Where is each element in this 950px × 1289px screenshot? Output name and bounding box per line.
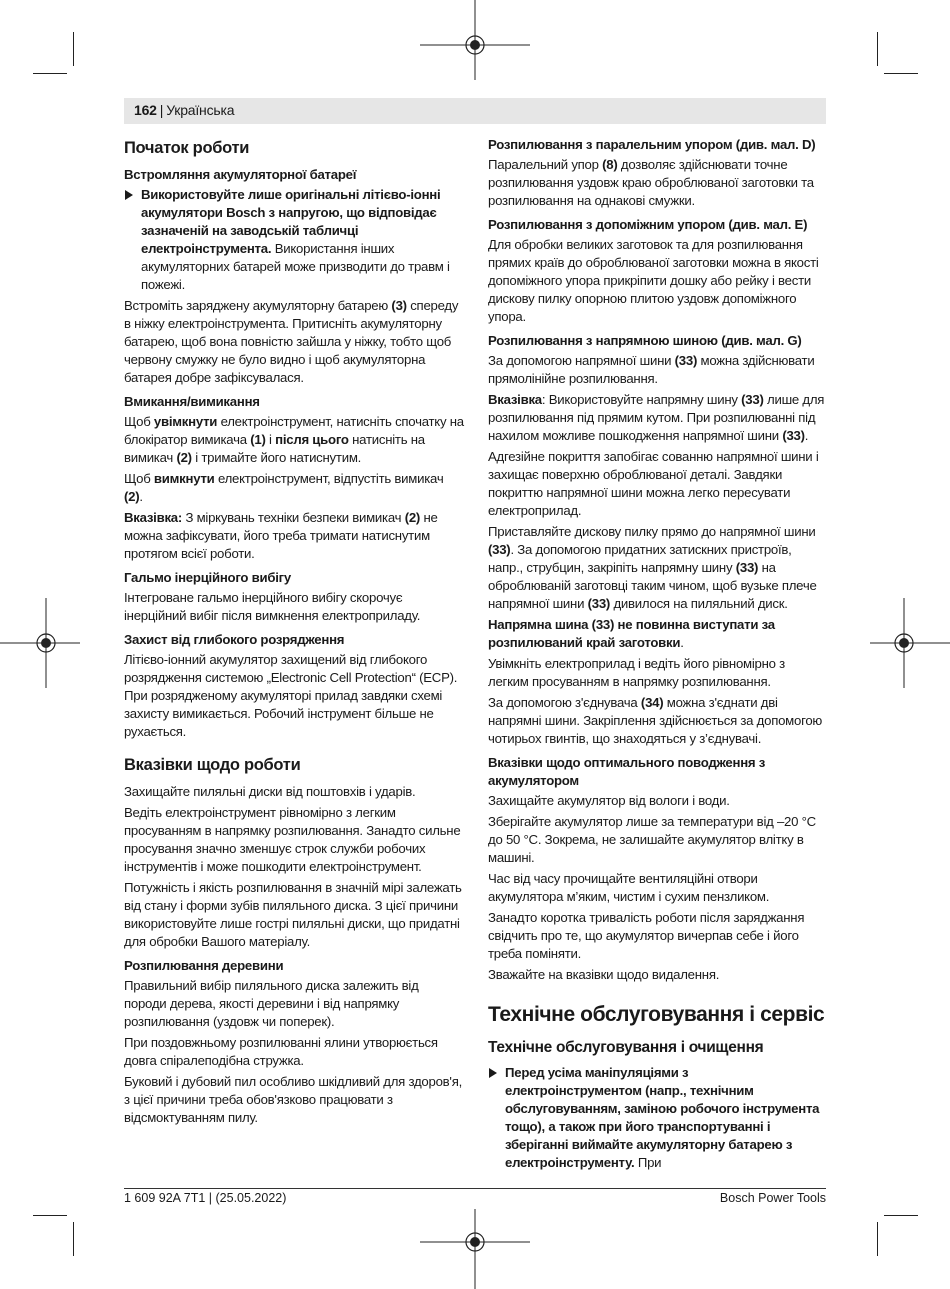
registration-mark-icon <box>0 598 80 688</box>
paragraph: Інтегроване гальмо інерційного вибігу скорочує інерційний вибіг після вимкнення електроприладу. <box>124 590 421 623</box>
section-title: Вказівки щодо роботи <box>124 756 301 774</box>
paragraph: За допомогою напрямної шини (33) можна здійснювати прямолінійне розпилювання. <box>488 353 815 386</box>
page-number: 162 <box>134 102 157 118</box>
subsection-title: Розпилювання з допоміжним упором (див. мал. E) <box>488 217 808 232</box>
subsection-title: Захист від глибокого розрядження <box>124 632 345 647</box>
paragraph: За допомогою з'єднувача (34) можна з'єднати дві напрямні шини. Закріплення здійснюється за допомогою чотирьох гвинтів, що знаходяться у з’єднувачі. <box>488 695 823 746</box>
header-language: Українська <box>166 102 235 118</box>
paragraph: Час від часу прочищайте вентиляційні отвори акумулятора м’яким, чистим і сухим пензликом. <box>488 871 770 904</box>
left-column <box>124 134 464 1130</box>
paragraph: Буковий і дубовий пил особливо шкідливий для здоров'я, з цієї причини треба обов'язково працювати з відсмоктуванням пилу. <box>124 1074 463 1125</box>
registration-mark-icon <box>420 0 530 80</box>
warning-bullet <box>124 186 464 294</box>
right-column <box>488 134 826 1175</box>
paragraph: Занадто коротка тривалість роботи після заряджання свідчить про те, що акумулятор вичерпав себе і його треба поміняти. <box>488 910 805 961</box>
subsection-title: Вказівки щодо оптимального поводження з акумулятором <box>488 755 766 788</box>
crop-mark <box>877 1222 878 1256</box>
subsection-title: Вмикання/вимикання <box>124 394 260 409</box>
registration-mark-icon <box>870 598 950 688</box>
bullet-triangle-icon <box>489 1068 497 1078</box>
registration-mark-icon <box>420 1209 530 1289</box>
paragraph: Захищайте акумулятор від вологи і води. <box>488 793 730 808</box>
paragraph: Ведіть електроінструмент рівномірно з легким просуванням в напрямку розпилювання. Занадто сильне просування значно зменшує строк служби робочих інструментів і може пошкодити електроінструмент. <box>124 805 461 874</box>
crop-mark <box>33 73 67 74</box>
paragraph: При поздовжньому розпилюванні ялини утворюється довга спіралеподібна стружка. <box>124 1035 438 1068</box>
crop-mark <box>877 32 878 66</box>
paragraph: Потужність і якість розпилювання в значній мірі залежать від стану і форми зубів пиляльного диска. З цієї причини використовуйте лише гострі пиляльні диски, що придатні для обробки Вашого матеріалу. <box>124 880 462 949</box>
footer-doc-code: 1 609 92A 7T1 | (25.05.2022) <box>124 1191 287 1205</box>
crop-mark <box>884 1215 918 1216</box>
subsection-title: Розпилювання з паралельним упором (див. мал. D) <box>488 137 816 152</box>
subsection-title: Технічне обслуговування і очищення <box>488 1039 764 1056</box>
paragraph: Зберігайте акумулятор лише за температури від –20 °C до 50 °C. Зокрема, не залишайте акумулятор влітку в машині. <box>488 814 816 865</box>
subsection-title: Розпилювання деревини <box>124 958 284 973</box>
paragraph: Увімкніть електроприлад і ведіть його рівномірно з легким просуванням в напрямку розпилювання. <box>488 656 785 689</box>
subsection-title: Встромляння акумуляторної батареї <box>124 167 357 182</box>
paragraph: Адгезійне покриття запобігає сованню напрямної шини і захищає поверхню оброблюваної деталі. Завдяки покриттю напрямної шини можна легко пересувати електроприлад. <box>488 449 819 518</box>
paragraph: Літієво-іонний акумулятор захищений від глибокого розрядження системою „Electronic Cell Protection“ (ECP). При розрядженому акумуляторі прилад завдяки схемі захисту вимикається. Робочий інструмент більше не рухається. <box>124 652 458 739</box>
bullet-triangle-icon <box>125 190 133 200</box>
bullet-text: Використання інших акумуляторних батарей може призводити до травм і пожежі. <box>141 241 450 292</box>
paragraph: Встроміть заряджену акумуляторну батарею (3) спереду в ніжку електроінструмента. Притисніть акумуляторну батарею, щоб вона повністю зайшла у ніжку, тобто щоб червону смужку не було видно і щоб акумуляторна батарея добре зафіксувалася. <box>124 298 459 385</box>
page-header <box>124 98 826 124</box>
chapter-title: Технічне обслуговування і сервіс <box>488 1003 825 1026</box>
paragraph: Щоб вимкнути електроінструмент, відпустіть вимикач (2). <box>124 471 444 504</box>
crop-mark <box>73 32 74 66</box>
paragraph: Паралельний упор (8) дозволяє здійснювати точне розпилювання уздовж краю оброблюваної заготовки та розпилювання на однакові смужки. <box>488 157 814 208</box>
note-paragraph: Вказівка: Використовуйте напрямну шину (33) лише для розпилювання під прямим кутом. При розпилюванні під нахилом можливе пошкодження напрямної шини (33). <box>488 392 825 443</box>
paragraph: Напрямна шина (33) не повинна виступати за розпилюваний край заготовки. <box>488 617 775 650</box>
warning-bullet <box>488 1064 826 1172</box>
bullet-text: При <box>634 1155 662 1170</box>
header-separator: | <box>159 102 164 118</box>
footer-rule <box>124 1188 826 1189</box>
bullet-bold-text: Перед усіма маніпуляціями з електроінструментом (напр., технічним обслуговуванням, заміною робочого інструмента тощо), а також при його транспортуванні і зберіганні виймайте акумуляторну батарею з електроінструменту. <box>505 1065 820 1170</box>
subsection-title: Гальмо інерційного вибігу <box>124 570 291 585</box>
paragraph: Правильний вибір пиляльного диска залежить від породи дерева, якості деревини і від напрямку розпилювання (уздовж чи поперек). <box>124 978 419 1029</box>
crop-mark <box>33 1215 67 1216</box>
note-paragraph: Вказівка: З міркувань техніки безпеки вимикач (2) не можна зафіксувати, його треба тримати натиснутим протягом всієї роботи. <box>124 510 438 561</box>
bullet-bold-text: Використовуйте лише оригінальні літієво-іонні акумулятори Bosch з напругою, що відповідає зазначеній на заводській табличці електроінструмента. <box>141 187 441 256</box>
paragraph: Зважайте на вказівки щодо видалення. <box>488 967 720 982</box>
paragraph: Приставляйте дискову пилку прямо до напрямної шини (33). За допомогою придатних затискних пристроїв, напр., струбцин, закріпіть напрямну шину (33) на оброблюваній заготовці таким чином, щоб вузьке плече напрямної шини (33) дивилося на пиляльний диск. <box>488 524 817 611</box>
crop-mark <box>884 73 918 74</box>
crop-mark <box>73 1222 74 1256</box>
footer-brand: Bosch Power Tools <box>719 1191 826 1205</box>
paragraph: Щоб увімкнути електроінструмент, натисніть спочатку на блокіратор вимикача (1) і після цього натисніть на вимикач (2) і тримайте його натиснутим. <box>124 414 464 465</box>
section-title: Початок роботи <box>124 139 250 157</box>
subsection-title: Розпилювання з напрямною шиною (див. мал. G) <box>488 333 802 348</box>
paragraph: Захищайте пиляльні диски від поштовхів і ударів. <box>124 784 416 799</box>
paragraph: Для обробки великих заготовок та для розпилювання прямих країв до оброблюваної заготовки можна в якості допоміжного упора прикріпити дошку або рейку і вести дискову пилку опорною плитою уздовж допоміжного упора. <box>488 237 819 324</box>
